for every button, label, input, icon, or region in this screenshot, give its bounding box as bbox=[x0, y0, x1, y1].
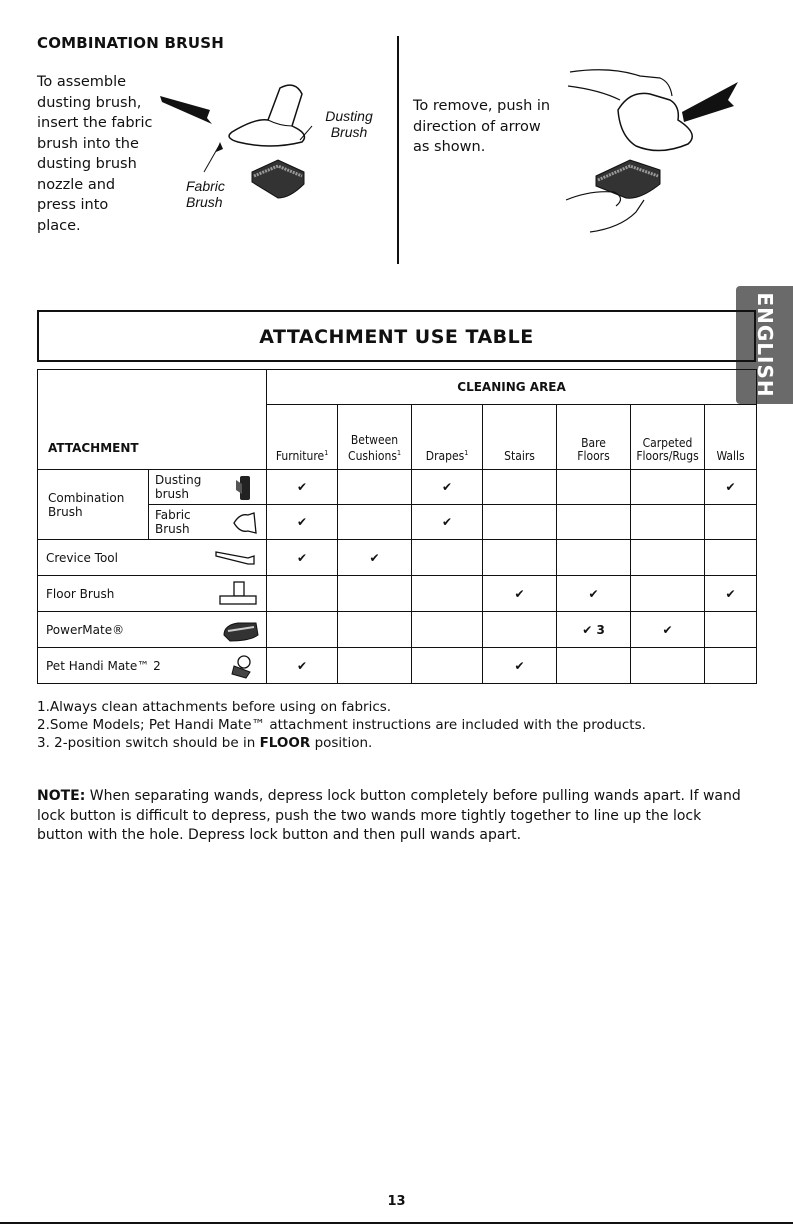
table-cell: ✔ bbox=[412, 505, 483, 540]
col-header-between-cushions: Between Cushions$^1$ bbox=[338, 405, 412, 470]
table-cell bbox=[412, 540, 483, 576]
table-cell: ✔ bbox=[267, 648, 338, 684]
fabric-brush-icon bbox=[230, 509, 260, 537]
table-row bbox=[38, 540, 757, 576]
table-cell bbox=[338, 612, 412, 648]
table-cell: ✔ 3 bbox=[557, 612, 631, 648]
table-cell: ✔ bbox=[631, 612, 705, 648]
table-cell: ✔ bbox=[483, 648, 557, 684]
crevice-tool-icon bbox=[214, 548, 258, 568]
section-title: COMBINATION BRUSH bbox=[37, 34, 224, 52]
table-cell: ✔ bbox=[705, 576, 757, 612]
table-row bbox=[38, 576, 757, 612]
col-header-drapes: Drapes$^1$ bbox=[412, 405, 483, 470]
footnotes bbox=[37, 698, 646, 752]
table-cell bbox=[267, 576, 338, 612]
section-divider bbox=[397, 36, 399, 264]
col-header-furniture: Furniture$^1$ bbox=[267, 405, 338, 470]
table-cell bbox=[557, 648, 631, 684]
col-header-stairs: Stairs bbox=[483, 405, 557, 470]
table-cell bbox=[631, 648, 705, 684]
page-number: 13 bbox=[387, 1194, 406, 1209]
table-title-box bbox=[37, 310, 756, 362]
assemble-instructions: To assemble dusting brush, insert the fabric brush into the dusting brush nozzle and press into place. bbox=[37, 74, 153, 234]
table-cell bbox=[338, 576, 412, 612]
table-cell bbox=[412, 576, 483, 612]
table-cell bbox=[483, 505, 557, 540]
table-cell bbox=[631, 505, 705, 540]
table-cell bbox=[705, 505, 757, 540]
remove-instructions: To remove, push in direction of arrow as shown. bbox=[413, 98, 551, 155]
note-paragraph bbox=[37, 787, 747, 846]
attachment-header: ATTACHMENT bbox=[38, 370, 267, 470]
table-row bbox=[38, 470, 757, 505]
dusting-brush-label: Dusting Brush bbox=[325, 108, 373, 140]
pet-handi-mate-icon bbox=[228, 652, 256, 680]
powermate-cell: PowerMate® bbox=[38, 612, 267, 648]
table-row bbox=[38, 612, 757, 648]
col-header-bare-floors: Bare Floors bbox=[557, 405, 631, 470]
pet-handi-mate-cell: Pet Handi Mate™ 2 bbox=[38, 648, 267, 684]
table-cell bbox=[705, 540, 757, 576]
footnote-2: 2.Some Models; Pet Handi Mate™ attachment instructions are included with the products. bbox=[37, 717, 646, 733]
table-title: ATTACHMENT USE TABLE bbox=[259, 326, 534, 348]
table-cell: ✔ bbox=[412, 470, 483, 505]
table-cell: ✔ bbox=[705, 470, 757, 505]
footnote-3: 3. 2-position switch should be in FLOOR position. bbox=[37, 735, 373, 751]
insert-arrow-icon bbox=[160, 96, 212, 124]
language-tab: ENGLISH bbox=[736, 286, 793, 404]
col-header-walls: Walls bbox=[705, 405, 757, 470]
table-cell bbox=[483, 612, 557, 648]
floor-brush-cell: Floor Brush bbox=[38, 576, 267, 612]
table-cell bbox=[557, 540, 631, 576]
table-cell bbox=[412, 648, 483, 684]
table-cell bbox=[631, 540, 705, 576]
dusting-brush-icon bbox=[232, 474, 260, 502]
table-cell bbox=[338, 648, 412, 684]
remove-arrow-icon bbox=[682, 82, 738, 122]
remove-illustration bbox=[560, 60, 740, 240]
table-cell bbox=[557, 470, 631, 505]
table-cell: ✔ bbox=[267, 540, 338, 576]
table-cell bbox=[412, 612, 483, 648]
bottom-rule bbox=[0, 1222, 793, 1224]
combination-brush-label: Combination Brush bbox=[38, 470, 149, 540]
table-cell: ✔ bbox=[267, 470, 338, 505]
crevice-tool-cell: Crevice Tool bbox=[38, 540, 267, 576]
table-cell: ✔ bbox=[338, 540, 412, 576]
table-cell bbox=[631, 470, 705, 505]
table-cell: ✔ bbox=[483, 576, 557, 612]
note-label: NOTE: bbox=[37, 788, 86, 804]
table-cell bbox=[338, 470, 412, 505]
table-cell bbox=[483, 540, 557, 576]
table-cell bbox=[338, 505, 412, 540]
attachment-use-table bbox=[37, 369, 757, 684]
table-cell bbox=[705, 612, 757, 648]
fabric-brush-cell: Fabric Brush bbox=[149, 505, 267, 540]
col-header-carpeted-floors: Carpeted Floors/Rugs bbox=[631, 405, 705, 470]
table-cell: ✔ bbox=[557, 576, 631, 612]
table-cell bbox=[483, 470, 557, 505]
table-cell bbox=[631, 576, 705, 612]
table-cell bbox=[267, 612, 338, 648]
footnote-1: 1.Always clean attachments before using on fabrics. bbox=[37, 699, 392, 715]
table-cell bbox=[557, 505, 631, 540]
cleaning-area-header: CLEANING AREA bbox=[267, 370, 757, 405]
note-text: When separating wands, depress lock button completely before pulling wands apart. If wand lock button is difficult to depress, push the two wands more tightly together to line up the lock button with the hole. Depress lock button and then pull wands apart. bbox=[37, 788, 741, 843]
powermate-icon bbox=[220, 617, 260, 643]
dusting-brush-cell: Dusting brush bbox=[149, 470, 267, 505]
table-row bbox=[38, 648, 757, 684]
fabric-brush-label: Fabric Brush bbox=[186, 178, 225, 210]
floor-brush-icon bbox=[218, 580, 258, 608]
table-cell: ✔ bbox=[267, 505, 338, 540]
table-cell bbox=[705, 648, 757, 684]
